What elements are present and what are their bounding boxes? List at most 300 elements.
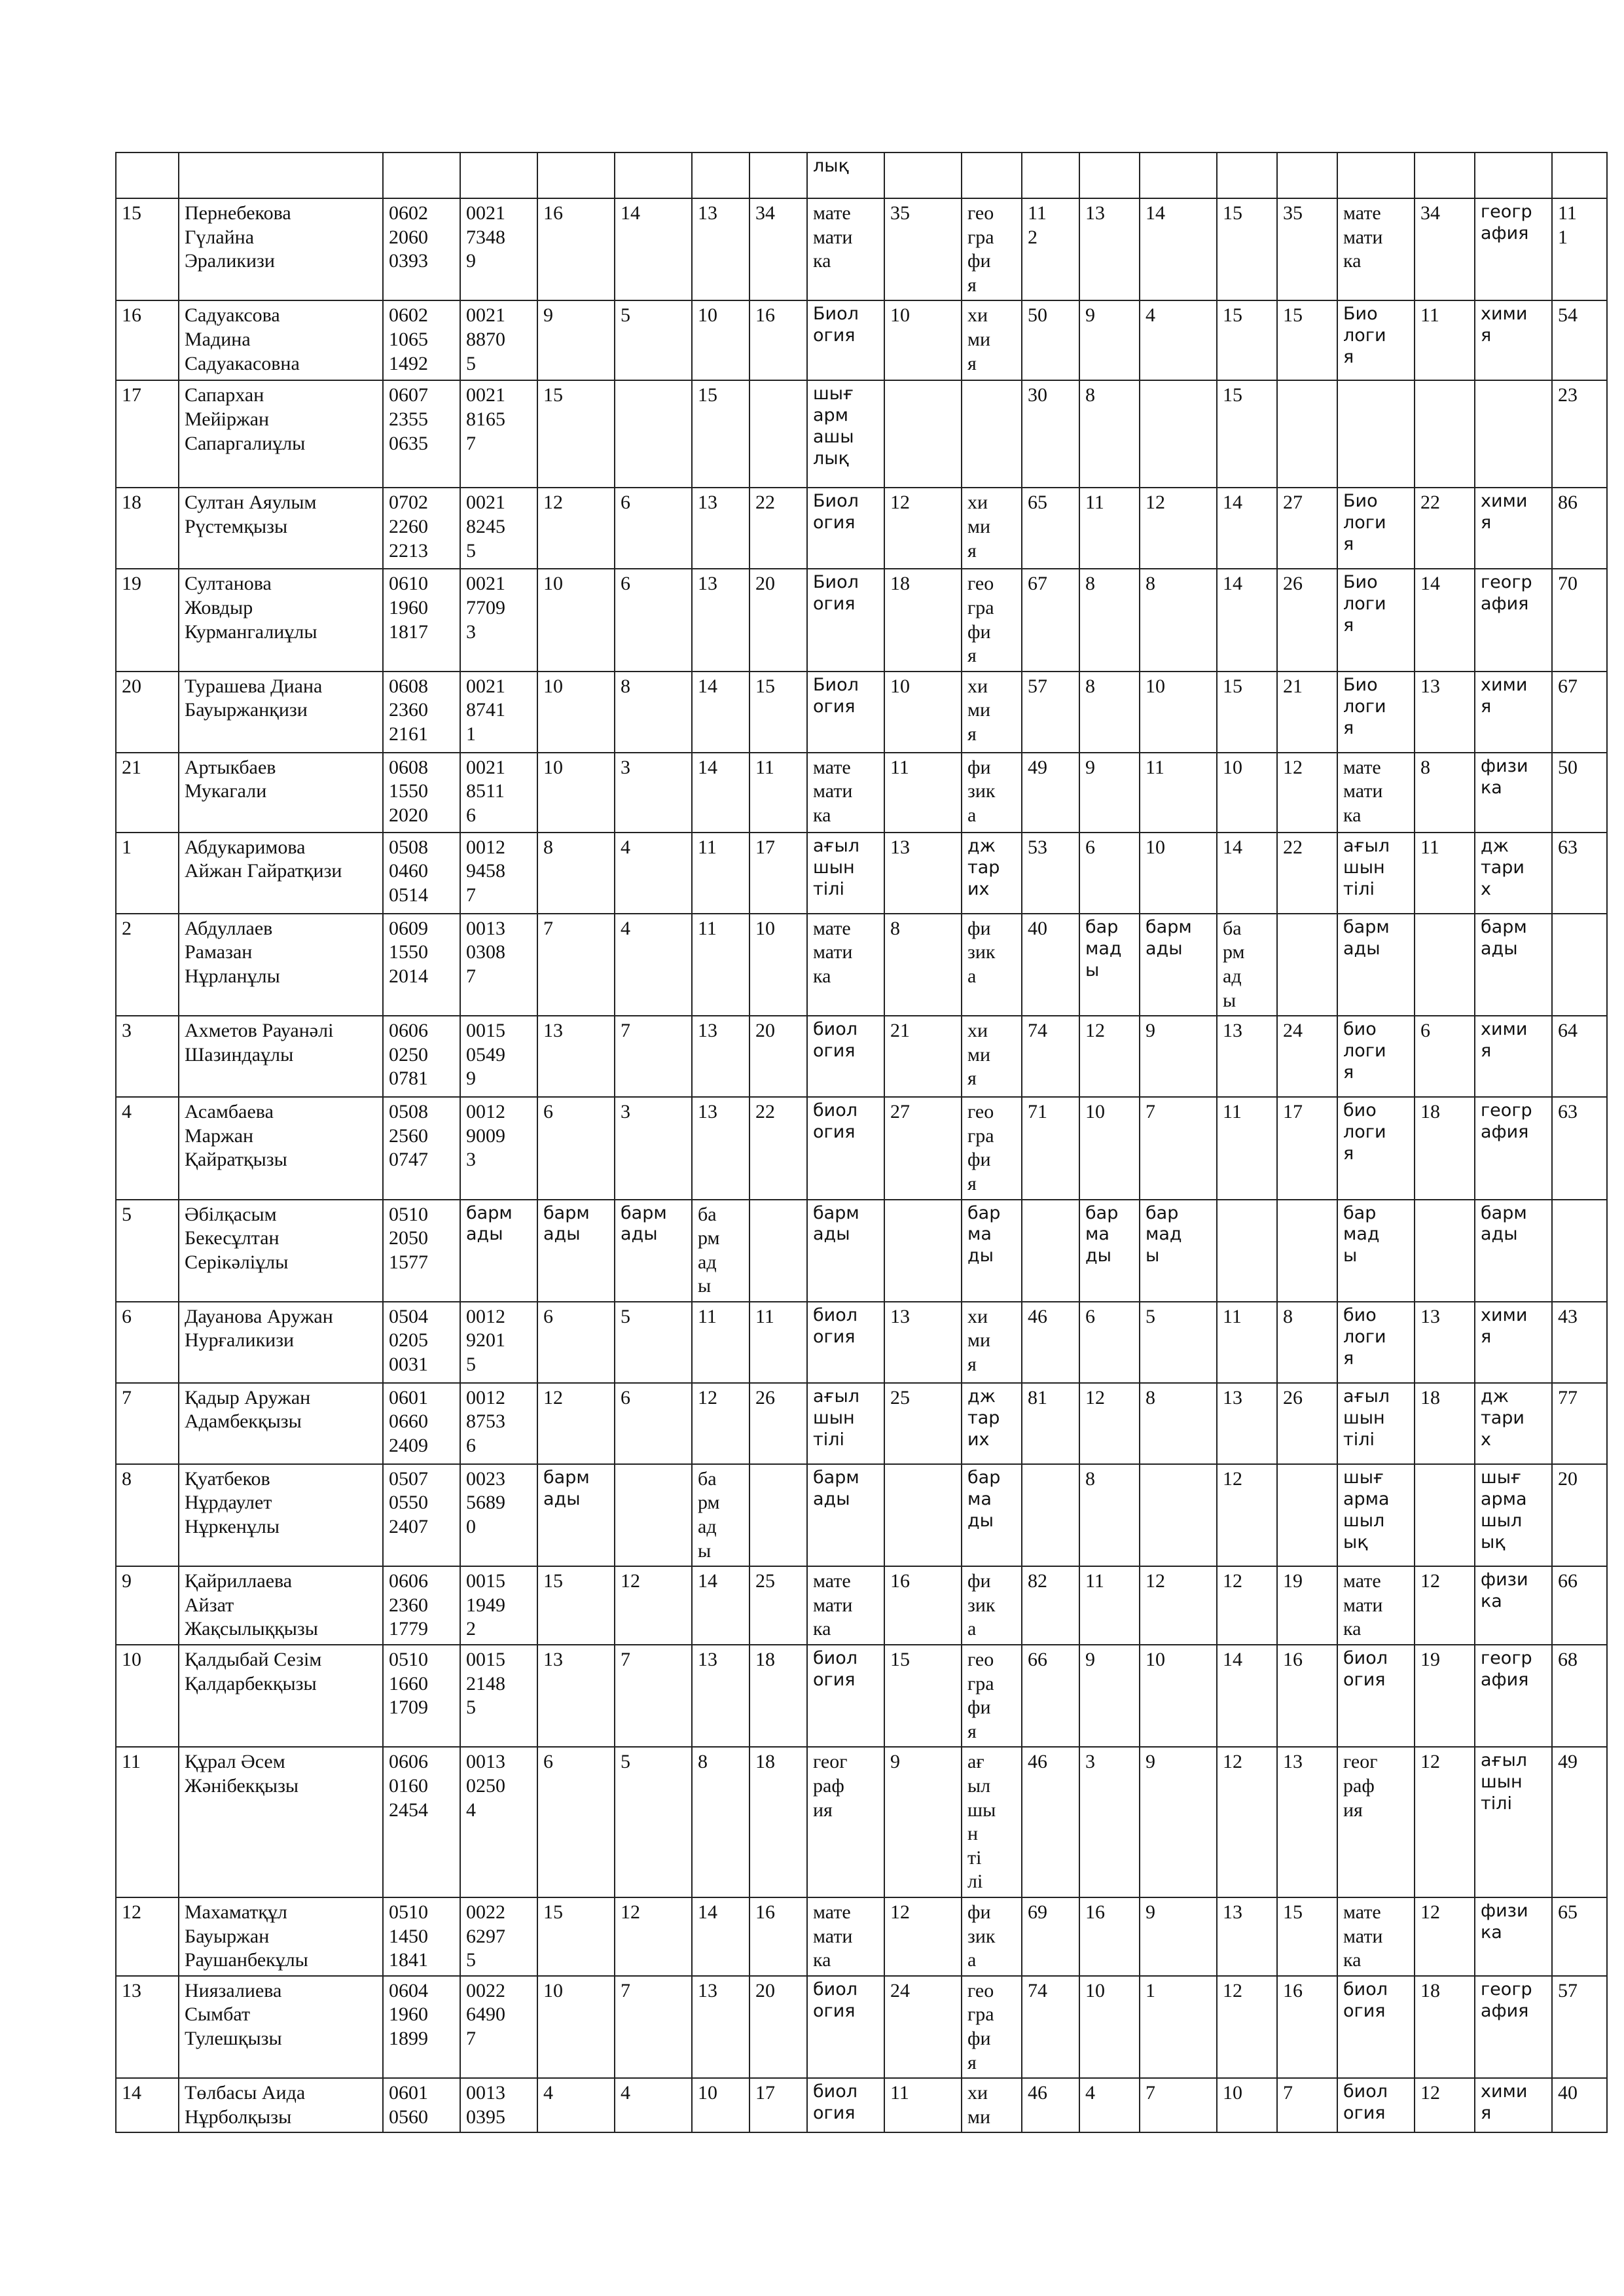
score-cell: 5 xyxy=(615,300,692,380)
score-cell: 18 xyxy=(884,569,962,671)
score-cell: 25 xyxy=(749,1566,807,1645)
score-cell: 26 xyxy=(749,1383,807,1464)
score-cell: хи ми я xyxy=(962,672,1022,753)
score-cell: мате мати ка xyxy=(807,914,884,1016)
score-cell: 12 xyxy=(1415,1747,1475,1897)
score-cell xyxy=(1140,380,1217,488)
id-code-cell: 0012 9458 7 xyxy=(460,833,537,914)
score-cell: гео гра фи я xyxy=(962,198,1022,300)
score-cell: 7 xyxy=(537,914,615,1016)
score-cell: 81 xyxy=(1022,1383,1079,1464)
id-code-cell: 0012 8753 6 xyxy=(460,1383,537,1464)
score-cell: 8 xyxy=(1079,1464,1140,1566)
score-cell xyxy=(749,152,807,198)
score-cell: 9 xyxy=(1079,753,1140,833)
score-cell: 5 xyxy=(615,1747,692,1897)
id-code-cell: 0507 0550 2407 xyxy=(383,1464,460,1566)
student-name-cell: Абдуллаев Рамазан Нұрланұлы xyxy=(179,914,383,1016)
score-cell: 12 xyxy=(537,1383,615,1464)
row-number-cell: 10 xyxy=(116,1645,179,1747)
score-cell: ба рм ад ы xyxy=(692,1200,749,1302)
score-cell: 8 xyxy=(884,914,962,1016)
score-cell: барм ады xyxy=(537,1200,615,1302)
table-row xyxy=(116,914,1607,1016)
score-cell: барм ады xyxy=(1475,1200,1552,1302)
row-number-cell: 16 xyxy=(116,300,179,380)
table-row xyxy=(116,672,1607,753)
results-table xyxy=(115,152,1608,2133)
score-cell: биол огия xyxy=(807,1645,884,1747)
score-cell: 12 xyxy=(615,1566,692,1645)
row-number-cell: 8 xyxy=(116,1464,179,1566)
id-code-cell: 0606 2360 1779 xyxy=(383,1566,460,1645)
score-cell: 11 xyxy=(884,753,962,833)
score-cell: 15 xyxy=(884,1645,962,1747)
score-cell xyxy=(1217,152,1277,198)
score-cell: 13 xyxy=(1217,1897,1277,1976)
student-name-cell: Пернебекова Гүлайна Эраликизи xyxy=(179,198,383,300)
score-cell: 7 xyxy=(615,1016,692,1097)
score-cell xyxy=(1140,1464,1217,1566)
score-cell: 8 xyxy=(1079,569,1140,671)
score-cell: 19 xyxy=(1277,1566,1337,1645)
score-cell xyxy=(1022,152,1079,198)
score-cell: 11 xyxy=(749,1302,807,1383)
score-cell: 8 xyxy=(1277,1302,1337,1383)
score-cell: 13 xyxy=(884,1302,962,1383)
score-cell: дж тар их xyxy=(962,833,1022,914)
student-name-cell: Махаматқұл Бауыржан Раушанбекұлы xyxy=(179,1897,383,1976)
score-cell xyxy=(749,1200,807,1302)
score-cell: хими я xyxy=(1475,2078,1552,2132)
student-name-cell: Сапархан Мейіржан Сапаргалиұлы xyxy=(179,380,383,488)
score-cell: 12 xyxy=(692,1383,749,1464)
score-cell: 13 xyxy=(692,1016,749,1097)
row-number-cell: 6 xyxy=(116,1302,179,1383)
score-cell: 18 xyxy=(1415,1976,1475,2078)
student-name-cell: Садуаксова Мадина Садуакасовна xyxy=(179,300,383,380)
score-cell: мате мати ка xyxy=(1337,753,1415,833)
score-cell: 16 xyxy=(749,1897,807,1976)
score-cell: 13 xyxy=(692,569,749,671)
score-cell: 8 xyxy=(1079,672,1140,753)
table-row xyxy=(116,1566,1607,1645)
score-cell: 63 xyxy=(1552,833,1607,914)
score-cell: 13 xyxy=(1079,198,1140,300)
table-row xyxy=(116,488,1607,569)
score-cell: 16 xyxy=(749,300,807,380)
score-cell: 35 xyxy=(1277,198,1337,300)
score-cell xyxy=(1552,152,1607,198)
table-row xyxy=(116,1645,1607,1747)
score-cell: 74 xyxy=(1022,1976,1079,2078)
student-name-cell: Қадыр Аружан Адамбекқызы xyxy=(179,1383,383,1464)
score-cell: 6 xyxy=(615,1383,692,1464)
student-name-cell: Қайриллаева Айзат Жақсылыққызы xyxy=(179,1566,383,1645)
score-cell xyxy=(1277,152,1337,198)
row-number-cell: 19 xyxy=(116,569,179,671)
score-cell: 22 xyxy=(749,1097,807,1199)
score-cell: 46 xyxy=(1022,2078,1079,2132)
score-cell: 40 xyxy=(1552,2078,1607,2132)
score-cell: 26 xyxy=(1277,569,1337,671)
score-cell: барм ады xyxy=(537,1464,615,1566)
score-cell xyxy=(615,1464,692,1566)
score-cell: 46 xyxy=(1022,1747,1079,1897)
score-cell: геогр афия xyxy=(1475,1645,1552,1747)
score-cell: Био логи я xyxy=(1337,672,1415,753)
score-cell: 13 xyxy=(1415,1302,1475,1383)
score-cell: 11 xyxy=(1140,753,1217,833)
score-cell: барм ады xyxy=(1475,914,1552,1016)
score-cell: 20 xyxy=(1552,1464,1607,1566)
score-cell: 14 xyxy=(1140,198,1217,300)
score-cell: 11 xyxy=(692,914,749,1016)
score-cell: 10 xyxy=(692,2078,749,2132)
score-cell: дж тари х xyxy=(1475,833,1552,914)
id-code-cell: 0608 2360 2161 xyxy=(383,672,460,753)
score-cell xyxy=(1277,1200,1337,1302)
score-cell: бар мад ы xyxy=(1079,914,1140,1016)
id-code-cell: 0602 2060 0393 xyxy=(383,198,460,300)
score-cell: барм ады xyxy=(615,1200,692,1302)
score-cell xyxy=(1415,380,1475,488)
score-cell xyxy=(884,1200,962,1302)
score-cell: 71 xyxy=(1022,1097,1079,1199)
score-cell: био логи я xyxy=(1337,1302,1415,1383)
row-number-cell: 9 xyxy=(116,1566,179,1645)
score-cell: 8 xyxy=(537,833,615,914)
score-cell: 8 xyxy=(1140,1383,1217,1464)
score-cell: 11 xyxy=(692,1302,749,1383)
score-cell: мате мати ка xyxy=(807,1566,884,1645)
id-code-cell: 0508 0460 0514 xyxy=(383,833,460,914)
score-cell: 65 xyxy=(1022,488,1079,569)
score-cell: Биол огия xyxy=(807,569,884,671)
id-code-cell xyxy=(383,152,460,198)
score-cell: 11 xyxy=(1217,1302,1277,1383)
score-cell: 20 xyxy=(749,1976,807,2078)
student-name-cell: Ахметов Рауанәлі Шазиндаұлы xyxy=(179,1016,383,1097)
table-row xyxy=(116,753,1607,833)
score-cell: 15 xyxy=(1277,1897,1337,1976)
score-cell: био логи я xyxy=(1337,1097,1415,1199)
score-cell: 6 xyxy=(537,1747,615,1897)
score-cell: Биол огия xyxy=(807,488,884,569)
score-cell: 10 xyxy=(1140,833,1217,914)
score-cell: ба рм ад ы xyxy=(692,1464,749,1566)
score-cell: фи зик а xyxy=(962,753,1022,833)
score-cell xyxy=(1217,1200,1277,1302)
score-cell: ағыл шын тілі xyxy=(807,833,884,914)
score-cell: барм ады xyxy=(807,1464,884,1566)
score-cell: 82 xyxy=(1022,1566,1079,1645)
table-row xyxy=(116,1747,1607,1897)
score-cell: 6 xyxy=(615,488,692,569)
score-cell: 7 xyxy=(615,1976,692,2078)
score-cell: 4 xyxy=(615,2078,692,2132)
score-cell: 8 xyxy=(692,1747,749,1897)
score-cell: 10 xyxy=(537,569,615,671)
score-cell: 35 xyxy=(884,198,962,300)
score-cell: 11 xyxy=(1079,488,1140,569)
score-cell: 1 xyxy=(1140,1976,1217,2078)
score-cell: гео гра фи я xyxy=(962,1976,1022,2078)
score-cell: 50 xyxy=(1022,300,1079,380)
score-cell: фи зик а xyxy=(962,914,1022,1016)
score-cell: 14 xyxy=(692,672,749,753)
score-cell: 15 xyxy=(692,380,749,488)
score-cell: мате мати ка xyxy=(807,753,884,833)
id-code-cell: 0015 0549 9 xyxy=(460,1016,537,1097)
id-code-cell xyxy=(460,152,537,198)
score-cell: гео гра фи я xyxy=(962,1097,1022,1199)
student-name-cell: Асамбаева Маржан Қайратқызы xyxy=(179,1097,383,1199)
score-cell: 13 xyxy=(692,1645,749,1747)
score-cell: 43 xyxy=(1552,1302,1607,1383)
score-cell: бар ма ды xyxy=(962,1200,1022,1302)
score-cell xyxy=(1079,152,1140,198)
score-cell: хи ми я xyxy=(962,300,1022,380)
table-row xyxy=(116,833,1607,914)
id-code-cell: 0021 8870 5 xyxy=(460,300,537,380)
row-number-cell: 3 xyxy=(116,1016,179,1097)
id-code-cell: 0013 0250 4 xyxy=(460,1747,537,1897)
score-cell: 6 xyxy=(1079,833,1140,914)
score-cell: 6 xyxy=(537,1097,615,1199)
table-row xyxy=(116,1897,1607,1976)
student-name-cell xyxy=(179,152,383,198)
student-name-cell: Әбілқасым Бекесұлтан Серікәліұлы xyxy=(179,1200,383,1302)
score-cell: 14 xyxy=(1217,488,1277,569)
score-cell: 13 xyxy=(1415,672,1475,753)
score-cell xyxy=(1337,380,1415,488)
score-cell: 16 xyxy=(884,1566,962,1645)
id-code-cell: 0012 9009 3 xyxy=(460,1097,537,1199)
score-cell: физи ка xyxy=(1475,1566,1552,1645)
score-cell: 46 xyxy=(1022,1302,1079,1383)
table-row xyxy=(116,1016,1607,1097)
score-cell: 12 xyxy=(1140,488,1217,569)
student-name-cell: Дауанова Аружан Нурғаликизи xyxy=(179,1302,383,1383)
score-cell xyxy=(692,152,749,198)
score-cell: 18 xyxy=(749,1645,807,1747)
score-cell: 65 xyxy=(1552,1897,1607,1976)
score-cell: 9 xyxy=(884,1747,962,1897)
id-code-cell: барм ады xyxy=(460,1200,537,1302)
id-code-cell: 0604 1960 1899 xyxy=(383,1976,460,2078)
student-name-cell: Ниязалиева Сымбат Тулешқызы xyxy=(179,1976,383,2078)
score-cell: 14 xyxy=(1217,833,1277,914)
table-row xyxy=(116,569,1607,671)
score-cell: 3 xyxy=(615,753,692,833)
score-cell: 7 xyxy=(1140,2078,1217,2132)
score-cell xyxy=(1277,380,1337,488)
score-cell: 10 xyxy=(537,753,615,833)
score-cell xyxy=(1022,1464,1079,1566)
score-cell: гео гра фи я xyxy=(962,569,1022,671)
score-cell: 6 xyxy=(1079,1302,1140,1383)
score-cell: 14 xyxy=(615,198,692,300)
score-cell: 15 xyxy=(1217,198,1277,300)
score-cell: барм ады xyxy=(1140,914,1217,1016)
id-code-cell: 0021 8245 5 xyxy=(460,488,537,569)
score-cell: 68 xyxy=(1552,1645,1607,1747)
score-cell: бар мад ы xyxy=(1140,1200,1217,1302)
score-cell: биол огия xyxy=(1337,1976,1415,2078)
score-cell: 15 xyxy=(537,380,615,488)
score-cell: хи ми я xyxy=(962,1016,1022,1097)
student-name-cell: Абдукаримова Айжан Гайратқизи xyxy=(179,833,383,914)
score-cell: 7 xyxy=(1277,2078,1337,2132)
score-cell: 17 xyxy=(1277,1097,1337,1199)
score-cell: 9 xyxy=(1140,1897,1217,1976)
score-cell: 20 xyxy=(749,1016,807,1097)
score-cell: 18 xyxy=(1415,1383,1475,1464)
score-cell: биол огия xyxy=(807,1016,884,1097)
row-number-cell: 12 xyxy=(116,1897,179,1976)
score-cell: 10 xyxy=(884,672,962,753)
score-cell: Био логи я xyxy=(1337,488,1415,569)
score-cell: Био логи я xyxy=(1337,300,1415,380)
score-cell xyxy=(615,380,692,488)
score-cell xyxy=(615,152,692,198)
score-cell: ағыл шын тілі xyxy=(1337,1383,1415,1464)
score-cell: 49 xyxy=(1552,1747,1607,1897)
score-cell: 14 xyxy=(692,753,749,833)
score-cell: 12 xyxy=(1415,1897,1475,1976)
score-cell: 11 2 xyxy=(1022,198,1079,300)
score-cell: геог раф ия xyxy=(807,1747,884,1897)
score-cell: 8 xyxy=(1140,569,1217,671)
score-cell xyxy=(1140,152,1217,198)
score-cell: 57 xyxy=(1022,672,1079,753)
score-cell: 13 xyxy=(692,1097,749,1199)
score-cell: 13 xyxy=(1277,1747,1337,1897)
score-cell: 14 xyxy=(692,1897,749,1976)
score-cell: 16 xyxy=(1277,1645,1337,1747)
score-cell: 64 xyxy=(1552,1016,1607,1097)
score-cell: 25 xyxy=(884,1383,962,1464)
score-cell: бар мад ы xyxy=(1337,1200,1415,1302)
score-cell: фи зик а xyxy=(962,1566,1022,1645)
row-number-cell: 20 xyxy=(116,672,179,753)
score-cell: дж тар их xyxy=(962,1383,1022,1464)
score-cell: 23 xyxy=(1552,380,1607,488)
score-cell: 12 xyxy=(1217,1566,1277,1645)
row-number-cell xyxy=(116,152,179,198)
score-cell: 27 xyxy=(1277,488,1337,569)
score-cell: 5 xyxy=(1140,1302,1217,1383)
id-code-cell: 0013 0308 7 xyxy=(460,914,537,1016)
score-cell: 10 xyxy=(537,672,615,753)
score-cell xyxy=(1415,1200,1475,1302)
score-cell: 9 xyxy=(537,300,615,380)
score-cell: 3 xyxy=(1079,1747,1140,1897)
row-number-cell: 11 xyxy=(116,1747,179,1897)
row-number-cell: 14 xyxy=(116,2078,179,2132)
score-cell: 21 xyxy=(1277,672,1337,753)
id-code-cell: 0606 0250 0781 xyxy=(383,1016,460,1097)
score-cell: Био логи я xyxy=(1337,569,1415,671)
table-row xyxy=(116,1097,1607,1199)
score-cell: 15 xyxy=(537,1897,615,1976)
score-cell: 19 xyxy=(1415,1645,1475,1747)
score-cell: 86 xyxy=(1552,488,1607,569)
score-cell: 3 xyxy=(615,1097,692,1199)
score-cell: 10 xyxy=(749,914,807,1016)
score-cell: 11 1 xyxy=(1552,198,1607,300)
score-cell: биол огия xyxy=(1337,1645,1415,1747)
score-cell: 70 xyxy=(1552,569,1607,671)
score-cell: 13 xyxy=(884,833,962,914)
score-cell: 12 xyxy=(1415,2078,1475,2132)
score-cell: 12 xyxy=(1217,1464,1277,1566)
student-name-cell: Султан Аяулым Рүстемқызы xyxy=(179,488,383,569)
score-cell xyxy=(1552,1200,1607,1302)
score-cell: дж тари х xyxy=(1475,1383,1552,1464)
score-cell: 7 xyxy=(1140,1097,1217,1199)
score-cell: 77 xyxy=(1552,1383,1607,1464)
score-cell: 50 xyxy=(1552,753,1607,833)
id-code-cell: 0607 2355 0635 xyxy=(383,380,460,488)
score-cell xyxy=(884,1464,962,1566)
score-cell: Биол огия xyxy=(807,672,884,753)
table-row xyxy=(116,1302,1607,1383)
score-cell: 10 xyxy=(692,300,749,380)
score-cell xyxy=(1022,1200,1079,1302)
score-cell: 14 xyxy=(1217,1645,1277,1747)
table-row xyxy=(116,1383,1607,1464)
student-name-cell: Турашева Диана Бауыржанқизи xyxy=(179,672,383,753)
score-cell: 13 xyxy=(537,1645,615,1747)
score-cell: ағыл шын тілі xyxy=(807,1383,884,1464)
score-cell: 12 xyxy=(1217,1747,1277,1897)
score-cell xyxy=(962,152,1022,198)
score-cell xyxy=(1337,152,1415,198)
score-cell: 12 xyxy=(1415,1566,1475,1645)
score-cell: 11 xyxy=(1079,1566,1140,1645)
score-cell: мате мати ка xyxy=(1337,198,1415,300)
score-cell: 49 xyxy=(1022,753,1079,833)
score-cell xyxy=(884,380,962,488)
table-row xyxy=(116,1976,1607,2078)
row-number-cell: 13 xyxy=(116,1976,179,2078)
score-cell xyxy=(1277,1464,1337,1566)
score-cell: геог раф ия xyxy=(1337,1747,1415,1897)
score-cell: хи ми xyxy=(962,2078,1022,2132)
score-cell: биол огия xyxy=(807,2078,884,2132)
score-cell: 4 xyxy=(615,914,692,1016)
id-code-cell: 0601 0660 2409 xyxy=(383,1383,460,1464)
id-code-cell: 0022 6297 5 xyxy=(460,1897,537,1976)
score-cell: мате мати ка xyxy=(1337,1897,1415,1976)
id-code-cell: 0608 1550 2020 xyxy=(383,753,460,833)
score-cell: 10 xyxy=(1217,753,1277,833)
score-cell: 14 xyxy=(1415,569,1475,671)
score-cell: 6 xyxy=(1415,1016,1475,1097)
row-number-cell: 15 xyxy=(116,198,179,300)
score-cell: геогр афия xyxy=(1475,1097,1552,1199)
score-cell: 5 xyxy=(615,1302,692,1383)
score-cell: 24 xyxy=(1277,1016,1337,1097)
score-cell: барм ады xyxy=(1337,914,1415,1016)
score-cell: 13 xyxy=(1217,1383,1277,1464)
student-name-cell: Қалдыбай Сезім Қалдарбекқызы xyxy=(179,1645,383,1747)
score-cell: 13 xyxy=(692,1976,749,2078)
row-number-cell: 17 xyxy=(116,380,179,488)
score-cell xyxy=(1277,914,1337,1016)
